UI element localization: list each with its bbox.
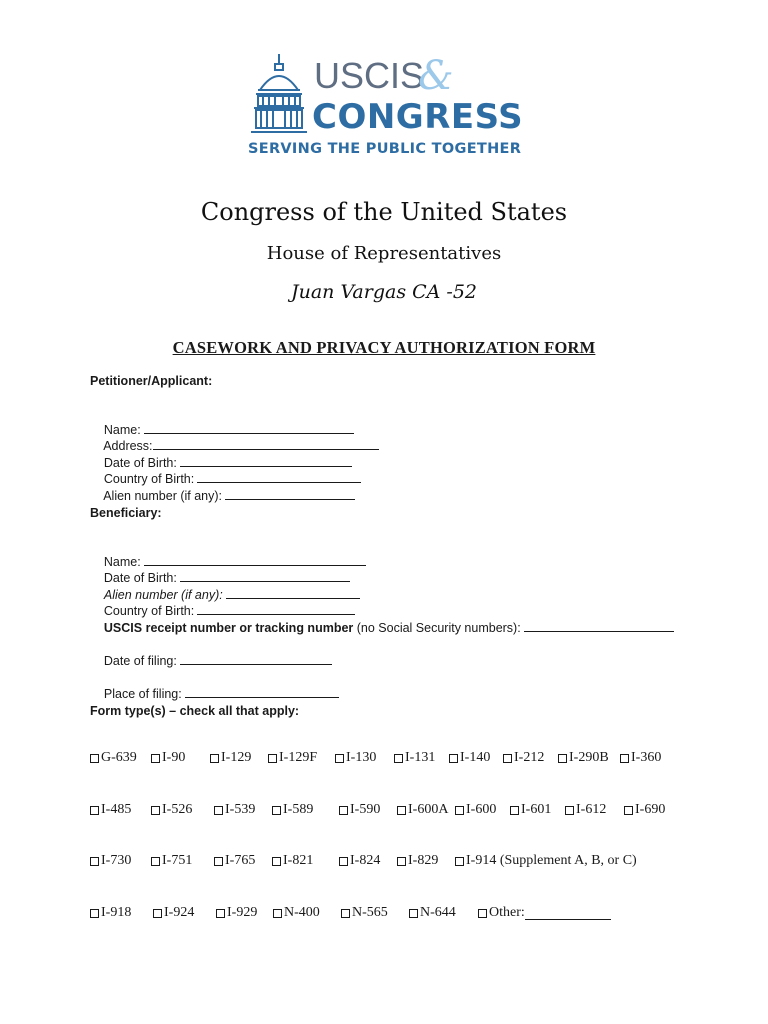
form-type-checkbox[interactable]: I-290B [558,750,609,766]
receipt-label: USCIS receipt number or tracking number [103,621,354,635]
checkbox-icon[interactable] [397,806,406,815]
checkbox-icon[interactable] [214,806,223,815]
form-title: CASEWORK AND PRIVACY AUTHORIZATION FORM [172,338,596,357]
petitioner-alien-field[interactable] [225,487,355,500]
checkbox-icon[interactable] [565,806,574,815]
form-type-checkbox[interactable]: I-918 [90,905,131,921]
receipt-note: (no Social Security numbers): [353,621,521,635]
petitioner-name-label: Name: [103,423,141,437]
form-type-checkbox[interactable]: I-924 [153,905,194,921]
petitioner-address-label: Address: [103,439,153,453]
checkbox-icon[interactable] [151,857,160,866]
checkbox-icon[interactable] [272,806,281,815]
congress-heading: Congress of the United States [200,198,568,226]
form-types-label: Form type(s) – check all that apply: [90,704,300,718]
form-type-checkbox[interactable]: I-601 [510,802,551,818]
form-type-checkbox[interactable]: N-565 [341,905,388,921]
checkbox-icon[interactable] [90,909,99,918]
checkbox-icon[interactable] [272,857,281,866]
checkbox-icon[interactable] [151,754,160,763]
form-type-checkbox[interactable]: I-589 [272,802,313,818]
checkbox-icon[interactable] [151,806,160,815]
form-type-checkbox[interactable]: I-485 [90,802,131,818]
checkbox-icon[interactable] [397,857,406,866]
other-field[interactable] [525,907,611,920]
receipt-field[interactable] [524,619,674,632]
checkbox-icon[interactable] [624,806,633,815]
checkbox-icon[interactable] [478,909,487,918]
checkbox-icon[interactable] [268,754,277,763]
checkbox-icon[interactable] [90,754,99,763]
beneficiary-name-field[interactable] [144,553,366,566]
logo-uscis-text: USCIS [314,55,425,96]
form-type-checkbox[interactable]: I-212 [503,750,544,766]
form-type-checkbox[interactable]: I-765 [214,853,255,869]
checkbox-icon[interactable] [409,909,418,918]
form-type-checkbox[interactable]: I-690 [624,802,665,818]
checkbox-icon[interactable] [503,754,512,763]
petitioner-cob-label: Country of Birth: [103,472,195,486]
checkbox-icon[interactable] [90,806,99,815]
form-type-row-2 [90,802,690,820]
form-type-checkbox[interactable]: I-140 [449,750,490,766]
petitioner-dob-label: Date of Birth: [103,456,177,470]
petitioner-alien-label: Alien number (if any): [103,489,223,503]
checkbox-icon[interactable] [339,806,348,815]
beneficiary-name-label: Name: [103,555,141,569]
form-type-checkbox[interactable]: I-526 [151,802,192,818]
beneficiary-alien-label: Alien number (if any): [103,588,223,602]
form-type-row-4 [90,905,690,923]
checkbox-icon[interactable] [216,909,225,918]
beneficiary-dob-label: Date of Birth: [103,571,177,585]
logo-ampersand: & [418,53,454,99]
checkbox-icon[interactable] [153,909,162,918]
checkbox-icon[interactable] [455,857,464,866]
checkbox-icon[interactable] [214,857,223,866]
capitol-dome-icon [248,52,310,136]
form-type-row-3 [90,853,690,871]
form-type-checkbox[interactable]: I-929 [216,905,257,921]
form-type-checkbox[interactable]: N-644 [409,905,456,921]
form-type-checkbox[interactable]: I-751 [151,853,192,869]
beneficiary-alien-field[interactable] [226,586,360,599]
form-type-checkbox[interactable]: G-639 [90,750,137,766]
checkbox-icon[interactable] [510,806,519,815]
checkbox-icon[interactable] [455,806,464,815]
filing-date-field[interactable] [180,652,332,665]
form-type-checkbox[interactable]: I-360 [620,750,661,766]
form-type-checkbox[interactable]: I-600A [397,802,448,818]
checkbox-icon[interactable] [341,909,350,918]
form-type-checkbox[interactable]: I-829 [397,853,438,869]
form-type-checkbox[interactable]: I-539 [214,802,255,818]
beneficiary-cob-label: Country of Birth: [103,604,195,618]
petitioner-dob-field[interactable] [180,454,352,467]
logo-tagline: SERVING THE PUBLIC TOGETHER [248,141,522,157]
form-type-checkbox[interactable]: I-824 [339,853,380,869]
beneficiary-section-label: Beneficiary: [90,506,162,520]
checkbox-icon[interactable] [335,754,344,763]
checkbox-icon[interactable] [90,857,99,866]
filing-place-label: Place of filing: [103,687,182,701]
form-type-checkbox[interactable]: I-130 [335,750,376,766]
checkbox-icon[interactable] [449,754,458,763]
form-type-checkbox[interactable]: I-600 [455,802,496,818]
house-heading: House of Representatives [266,243,502,264]
petitioner-section-label: Petitioner/Applicant: [90,374,213,388]
filing-place-field[interactable] [185,685,339,698]
form-type-checkbox[interactable]: N-400 [273,905,320,921]
form-type-checkbox[interactable]: I-590 [339,802,380,818]
checkbox-icon[interactable] [394,754,403,763]
form-type-checkbox[interactable]: I-131 [394,750,435,766]
form-type-checkbox[interactable]: I-129F [268,750,317,766]
checkbox-icon[interactable] [339,857,348,866]
form-type-checkbox[interactable]: I-821 [272,853,313,869]
logo-congress-text: CONGRESS [312,97,524,137]
form-type-checkbox[interactable]: I-90 [151,750,185,766]
checkbox-icon[interactable] [210,754,219,763]
representative-heading: Juan Vargas CA -52 [290,281,478,303]
form-type-checkbox[interactable]: I-730 [90,853,131,869]
checkbox-icon[interactable] [558,754,567,763]
form-type-checkbox-other[interactable]: Other: [478,905,611,921]
form-type-checkbox[interactable]: I-612 [565,802,606,818]
form-type-checkbox[interactable]: I-914 (Supplement A, B, or C) [455,853,637,869]
form-type-checkbox[interactable]: I-129 [210,750,251,766]
form-type-row-1 [90,750,690,768]
filing-date-label: Date of filing: [103,654,177,668]
checkbox-icon[interactable] [620,754,629,763]
uscis-congress-logo [246,50,526,162]
petitioner-name-field[interactable] [144,421,354,434]
checkbox-icon[interactable] [273,909,282,918]
